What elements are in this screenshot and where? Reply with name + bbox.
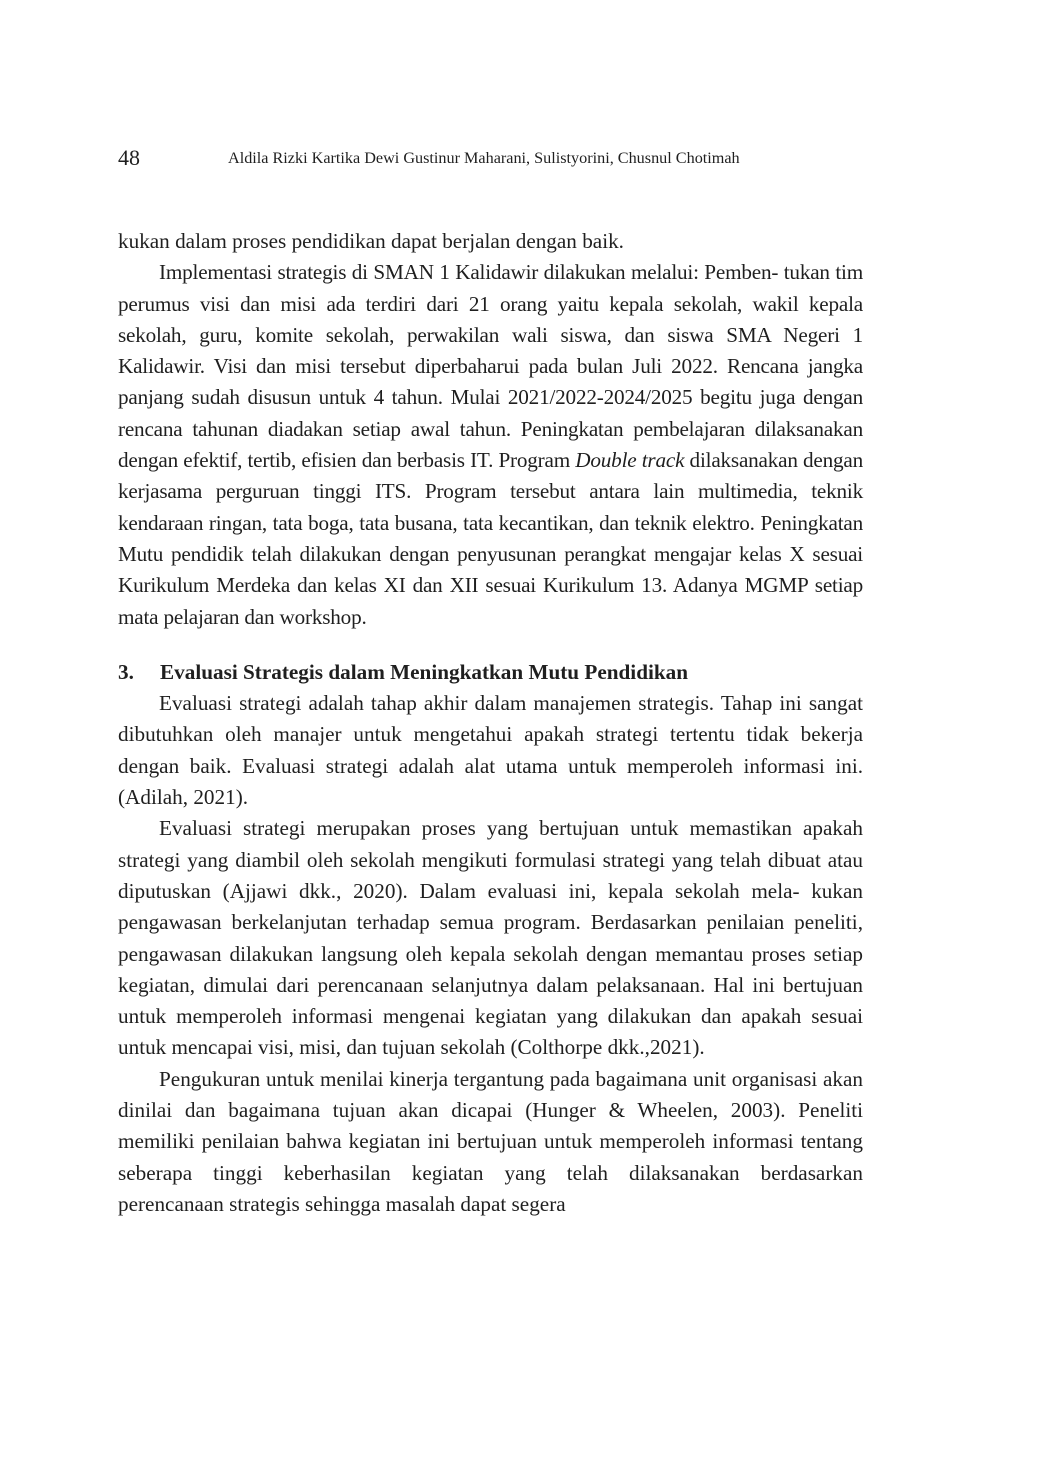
section-title: Evaluasi Strategis dalam Meningkatkan Mutu Pendidikan [160,659,689,684]
paragraph-implementation-text-1: Implementasi strategis di SMAN 1 Kalidawir dilakukan melalui: Pemben- tukan tim perumus visi dan misi ada terdiri dari 21 orang yaitu kepala sekolah, wakil kepala sekolah, guru, komite sekolah, perwakilan wali siswa, dan siswa SMA Negeri 1 Kalidawir. Visi dan misi tersebut diperbaharui pada bulan Juli 2022. Rencana jangka panjang sudah disusun untuk 4 tahun. Mulai 2021/2022-2024/2025 begitu juga dengan rencana tahunan diadakan setiap awal tahun. Peningkatan pembelajaran dilaksanakan dengan efektif, tertib, efisien dan berbasis IT. Program [118,260,863,473]
page-number: 48 [118,145,140,170]
paragraph-performance-measurement: Pengukuran untuk menilai kinerja tergantung pada bagaimana unit organisasi akan dinilai dan bagaimana tujuan akan dicapai (Hunger & Wheelen, 2003). Peneliti memiliki penilaian bahwa kegiatan ini bertujuan untuk memperoleh informasi tentang seberapa tinggi keberhasilan kegiatan yang telah dilaksanakan berdasarkan perencanaan strategis sehingga masalah dapat segera [118,1066,863,1216]
paragraph-evaluation-definition: Evaluasi strategi adalah tahap akhir dalam manajemen strategis. Tahap ini sangat dibutuhkan oleh manajer untuk mengetahui apakah strategi tertentu tidak bekerja dengan baik. Evaluasi strategi adalah alat utama untuk memperoleh informasi ini. (Adilah, 2021). [118,691,863,810]
section-number: 3. [118,659,134,684]
italic-term-double-track: Double track [575,448,685,473]
running-header-authors: Aldila Rizki Kartika Dewi Gustinur Maharani, Sulistyorini, Chusnul Chotimah [228,149,740,167]
paragraph-evaluation-process: Evaluasi strategi merupakan proses yang bertujuan untuk memastikan apakah strategi yang diambil oleh sekolah mengikuti formulasi strategi yang telah dibuat atau diputuskan (Ajjawi dkk., 2020). Dalam evaluasi ini, kepala sekolah mela- kukan pengawasan berkelanjutan terhadap semua program. Berdasarkan penilaian peneliti, pengawasan dilakukan langsung oleh kepala sekolah dengan memantau proses setiap kegiatan, dimulai dari perencanaan selanjutnya dalam pelaksanaan. Hal ini bertujuan untuk memperoleh informasi mengenai kegiatan yang dilakukan dan apakah sesuai untuk mencapai visi, misi, dan tujuan sekolah (Colthorpe dkk.,2021). [118,816,863,1060]
body-text [118,226,863,1220]
section-heading [118,657,863,688]
paragraph-implementation [118,257,863,633]
paragraph-continued: kukan dalam proses pendidikan dapat berjalan dengan baik. [118,229,624,253]
running-header [118,142,863,174]
paragraph-implementation-text-2: dilaksanakan dengan kerjasama perguruan tinggi ITS. Program tersebut antara lain multimedia, teknik kendaraan ringan, tata boga, tata busana, tata kecantikan, dan teknik elektro. Peningkatan Mutu pendidik telah dilakukan dengan penyusunan perangkat mengajar kelas X sesuai Kurikulum Merdeka dan kelas XI dan XII sesuai Kurikulum 13. Adanya MGMP setiap mata pelajaran dan workshop. [118,448,863,629]
